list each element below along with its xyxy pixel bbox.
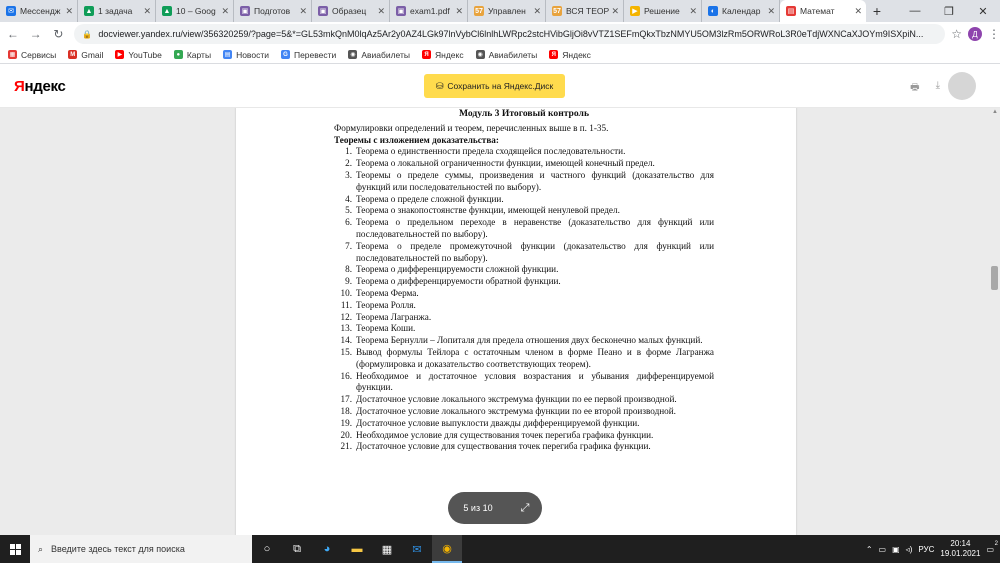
bookmark-item[interactable]	[549, 50, 591, 60]
item-text: Теорема о знакопостоянстве функции, имеющей ненулевой предел.	[356, 205, 620, 216]
tab-close-icon[interactable]: ✕	[854, 5, 862, 16]
browser-tab[interactable]	[702, 0, 780, 22]
list-item	[334, 441, 714, 453]
list-item	[334, 406, 714, 418]
item-text: Теорема о дифференцируемости сложной функции.	[356, 264, 559, 275]
print-icon[interactable]: 🖶	[910, 82, 920, 93]
window-controls	[898, 0, 1000, 22]
bookmark-item[interactable]	[348, 50, 410, 60]
list-item	[334, 288, 714, 300]
tab-title: Математ	[800, 6, 835, 16]
bookmark-label: Авиабилеты	[488, 49, 538, 60]
item-text: Вывод формулы Тейлора с остаточным членом в форме Пеано и в форме Лагранжа (формулировка и доказательство соответствующих теорем).	[356, 346, 714, 369]
task-view-icon[interactable]: ⧉	[293, 542, 301, 555]
item-text: Достаточное условие локального экстремума функции по ее первой производной.	[356, 394, 677, 405]
bookmark-item[interactable]	[223, 50, 269, 60]
scrollbar-thumb[interactable]	[991, 266, 998, 290]
theorem-list	[334, 146, 714, 453]
browser-tab-strip	[0, 0, 1000, 22]
new-tab-button[interactable]: +	[872, 3, 882, 19]
tab-favicon-icon: ▣	[319, 8, 327, 15]
bookmark-label: Gmail	[81, 49, 104, 60]
item-number: 10.	[340, 287, 352, 298]
tab-close-icon[interactable]: ✕	[299, 5, 307, 16]
item-number: 19.	[340, 417, 352, 428]
bookmark-item[interactable]	[174, 50, 211, 60]
system-tray	[866, 539, 1000, 559]
document-viewer	[0, 108, 1000, 535]
tab-favicon-icon: ▤	[787, 8, 795, 15]
bookmark-label: Яндекс	[562, 49, 591, 60]
tab-close-icon[interactable]: ✕	[533, 5, 541, 16]
list-item	[334, 335, 714, 347]
tab-favicon-icon: ▶	[630, 6, 640, 16]
list-item	[334, 276, 714, 288]
bookmark-icon: ▤	[224, 52, 231, 58]
item-text: Теорема о единственности предела сходящейся последовательности.	[356, 146, 626, 157]
bookmark-label: Карты	[186, 49, 212, 60]
browser-tab[interactable]	[780, 0, 866, 22]
item-number: 5.	[345, 205, 352, 216]
item-text: Достаточное условие выпуклости дважды дифференцируемой функции.	[356, 417, 640, 428]
item-number: 9.	[345, 276, 352, 287]
browser-tab[interactable]	[312, 0, 390, 22]
tab-favicon-icon: ✉	[6, 6, 16, 16]
bookmark-star-icon[interactable]: ☆	[951, 27, 962, 41]
item-number: 14.	[340, 335, 352, 346]
tab-close-icon[interactable]: ✕	[143, 5, 151, 16]
chrome-icon[interactable]: ◉	[432, 535, 462, 563]
bookmark-icon: Я	[549, 50, 558, 59]
bookmark-item[interactable]	[422, 50, 464, 60]
tab-favicon-icon: 57	[475, 7, 483, 15]
browser-tab[interactable]	[78, 0, 156, 22]
list-item	[334, 418, 714, 430]
cortana-icon[interactable]: ○	[263, 543, 271, 555]
item-number: 2.	[345, 158, 352, 169]
bookmark-icon: ●	[174, 50, 183, 59]
item-text: Теорема о пределе сложной функции.	[356, 193, 504, 204]
doc-intro: Формулировки определений и теорем, перечисленных выше в п. 1-35.	[334, 122, 609, 133]
item-text: Теорема о предельном переходе в неравенстве (доказательство для функций или последовательностей по выбору).	[356, 217, 714, 239]
browser-toolbar	[0, 22, 1000, 46]
tab-title: Управлен	[488, 6, 526, 16]
list-item	[334, 241, 714, 265]
tab-title: Календар	[722, 6, 761, 16]
list-item	[334, 146, 714, 158]
profile-avatar[interactable]: Д	[968, 27, 982, 41]
bookmark-label: Сервисы	[21, 49, 57, 60]
list-item	[334, 264, 714, 276]
tab-close-icon[interactable]: ✕	[611, 5, 619, 16]
reload-icon[interactable]: ↻	[53, 27, 64, 41]
windows-icon	[10, 544, 21, 555]
browser-tab[interactable]	[468, 0, 546, 22]
tab-list	[0, 0, 866, 22]
page-navigator[interactable]	[448, 492, 542, 524]
lock-icon: 🔒	[82, 29, 93, 39]
item-text: Теорема о локальной ограниченности функции, имеющей конечный предел.	[356, 158, 655, 169]
list-item	[334, 430, 714, 442]
notification-count: 2	[994, 540, 998, 547]
minimize-icon[interactable]: —	[909, 5, 921, 17]
tab-favicon-icon: ▣	[241, 8, 249, 15]
tab-title: 1 задача	[98, 6, 133, 16]
notifications-icon[interactable]: ▭ 2	[986, 540, 998, 554]
list-item	[334, 158, 714, 170]
address-bar[interactable]	[74, 24, 945, 44]
item-text: Теорема Ролля.	[356, 299, 416, 310]
forward-icon[interactable]: →	[29, 27, 42, 41]
tab-title: ВСЯ ТЕОР	[566, 6, 610, 16]
tab-close-icon[interactable]: ✕	[767, 5, 775, 16]
item-number: 6.	[345, 217, 352, 228]
bookmarks-bar	[0, 46, 1000, 64]
bookmark-item[interactable]	[68, 50, 103, 60]
windows-taskbar	[0, 535, 1000, 563]
tab-close-icon[interactable]: ✕	[689, 5, 697, 16]
list-item	[334, 394, 714, 406]
clock-date: 19.01.2021	[940, 549, 981, 558]
edge-icon[interactable]: ◕	[323, 543, 331, 555]
tab-favicon-icon: 57	[553, 7, 561, 15]
tab-close-icon[interactable]: ✕	[377, 5, 385, 16]
save-to-disk-button[interactable]	[424, 74, 565, 98]
file-explorer-icon[interactable]: ▬	[351, 543, 363, 555]
download-icon[interactable]: ⤓	[935, 80, 940, 91]
bookmark-label: Яндекс	[435, 49, 464, 60]
tab-close-icon[interactable]: ✕	[65, 5, 73, 16]
list-item	[334, 371, 714, 395]
item-text: Достаточное условие для существования точек перегиба графика функции.	[356, 441, 651, 452]
tab-favicon-icon: ◐	[708, 6, 718, 16]
browser-tab[interactable]	[234, 0, 312, 22]
disk-icon: ⛁	[435, 80, 444, 91]
yandex-logo[interactable]	[14, 78, 66, 95]
item-text: Теоремы о пределе суммы, произведения и частного функций (доказательство для функций или последовательностей по выбору).	[356, 169, 714, 192]
mail-icon[interactable]: ✉	[412, 543, 422, 556]
close-icon[interactable]: ✕	[978, 5, 988, 18]
item-number: 3.	[345, 169, 352, 180]
item-text: Теорема Лагранжа.	[356, 311, 432, 322]
bookmark-label: YouTube	[128, 49, 162, 60]
item-text: Необходимое и достаточное условия возрастания и убывания дифференцируемой функции.	[356, 370, 714, 393]
browser-tab[interactable]	[0, 0, 78, 22]
search-icon: ⌕	[38, 543, 44, 554]
url-text: docviewer.yandex.ru/view/356320259/?page=5&*=GL53mkQnM0lqAz5Ar2y0AZ4LGk97lnVybCl6lnlhLWRpc2stcHVibGljOi8vVTZ1SEFmQkxTbzNMYU5OM3lzRm5ORWRoL3R0eTdjWXNCaXJOYm9ISXpiN...	[98, 29, 924, 39]
tab-title: Мессендж	[20, 6, 61, 16]
item-number: 11.	[340, 299, 352, 310]
browser-tab[interactable]	[156, 0, 234, 22]
maximize-icon[interactable]: ❐	[944, 5, 954, 18]
bookmark-icon: ◉	[350, 52, 356, 58]
item-number: 20.	[340, 429, 352, 440]
tab-title: Образец	[332, 6, 367, 16]
logo-rest: ндекс	[24, 78, 66, 95]
document-page	[236, 108, 796, 535]
doc-heading: Теоремы с изложением доказательства:	[334, 134, 499, 145]
tab-favicon-icon: ▲	[85, 7, 93, 15]
list-item	[334, 170, 714, 194]
item-number: 18.	[340, 405, 352, 416]
bookmark-icon: ▶	[115, 50, 124, 59]
bookmark-icon: ▦	[9, 52, 16, 58]
store-icon[interactable]: ▦	[381, 543, 393, 556]
list-item	[334, 300, 714, 312]
item-number: 21.	[340, 441, 352, 452]
tab-favicon-icon: ▲	[163, 7, 171, 15]
bookmark-icon: G	[281, 50, 290, 59]
list-item	[334, 323, 714, 335]
item-number: 16.	[340, 370, 352, 381]
logo-first-letter: Я	[14, 78, 25, 95]
tab-title: exam1.pdf	[410, 6, 450, 16]
item-text: Достаточное условие локального экстремума функции по ее второй производной.	[356, 405, 676, 416]
tab-title: 10 – Goog	[176, 6, 216, 16]
list-item	[334, 312, 714, 324]
item-number: 7.	[345, 240, 352, 251]
item-number: 15.	[340, 346, 352, 357]
tab-favicon-icon: ▣	[397, 8, 405, 15]
browser-tab[interactable]	[624, 0, 702, 22]
volume-icon[interactable]: ◃)	[905, 544, 913, 554]
bookmark-item[interactable]	[8, 50, 56, 60]
tray-arrow-icon[interactable]: ⌃	[865, 544, 873, 554]
tab-close-icon[interactable]: ✕	[221, 5, 229, 16]
menu-icon[interactable]: ⋮	[987, 27, 1000, 41]
bookmark-item[interactable]	[115, 50, 161, 60]
item-text: Теорема Ферма.	[356, 287, 419, 298]
item-text: Теорема о дифференцируемости обратной функции.	[356, 276, 561, 287]
bookmark-label: Авиабилеты	[361, 49, 410, 60]
browser-tab[interactable]	[390, 0, 468, 22]
item-number: 4.	[345, 193, 352, 204]
start-button[interactable]	[0, 535, 30, 563]
bookmark-label: Перевести	[293, 49, 337, 60]
taskbar-search[interactable]	[30, 535, 252, 563]
item-number: 13.	[340, 323, 352, 334]
language-indicator[interactable]: РУС	[918, 544, 935, 554]
browser-tab[interactable]	[546, 0, 624, 22]
back-icon[interactable]: ←	[6, 27, 19, 41]
clock-time: 20:14	[950, 539, 971, 548]
bookmark-item[interactable]	[476, 50, 538, 60]
yandex-header	[0, 64, 1000, 108]
network-icon[interactable]: ▭	[878, 544, 887, 554]
bookmark-item[interactable]	[281, 50, 336, 60]
item-number: 12.	[340, 311, 352, 322]
item-number: 1.	[345, 146, 352, 157]
clock[interactable]	[940, 539, 980, 559]
bookmark-icon: Я	[422, 50, 431, 59]
tab-close-icon[interactable]: ✕	[455, 5, 463, 16]
bookmark-label: Новости	[236, 49, 269, 60]
list-item	[334, 217, 714, 241]
tab-title: Подготов	[254, 6, 291, 16]
user-avatar[interactable]	[948, 72, 976, 100]
page-counter[interactable]: 5 из 10	[463, 503, 493, 513]
item-number: 17.	[340, 394, 352, 405]
item-text: Теорема Бернулли – Лопиталя для предела отношения двух бесконечно малых функций.	[356, 335, 703, 346]
list-item	[334, 347, 714, 371]
bookmark-icon: ◉	[477, 52, 483, 58]
item-text: Необходимое условие для существования точек перегиба графика функции.	[356, 429, 654, 440]
bookmark-icon: M	[70, 51, 76, 58]
doc-title: Модуль 3 Итоговый контроль	[458, 108, 590, 119]
list-item	[334, 205, 714, 217]
tab-title: Решение	[644, 6, 680, 16]
camera-icon[interactable]: ▣	[892, 544, 900, 554]
item-number: 8.	[345, 264, 352, 275]
list-item	[334, 194, 714, 206]
search-placeholder: Введите здесь текст для поиска	[51, 544, 185, 554]
item-text: Теорема Коши.	[356, 323, 416, 334]
item-text: Теорема о пределе промежуточной функции (доказательство для функций или последовательностей по выбору).	[356, 240, 714, 263]
scroll-up-icon[interactable]: ▲	[992, 109, 998, 115]
save-button-label: Сохранить на Яндекс.Диск	[447, 81, 554, 91]
fullscreen-icon[interactable]: ⤢	[520, 501, 530, 514]
